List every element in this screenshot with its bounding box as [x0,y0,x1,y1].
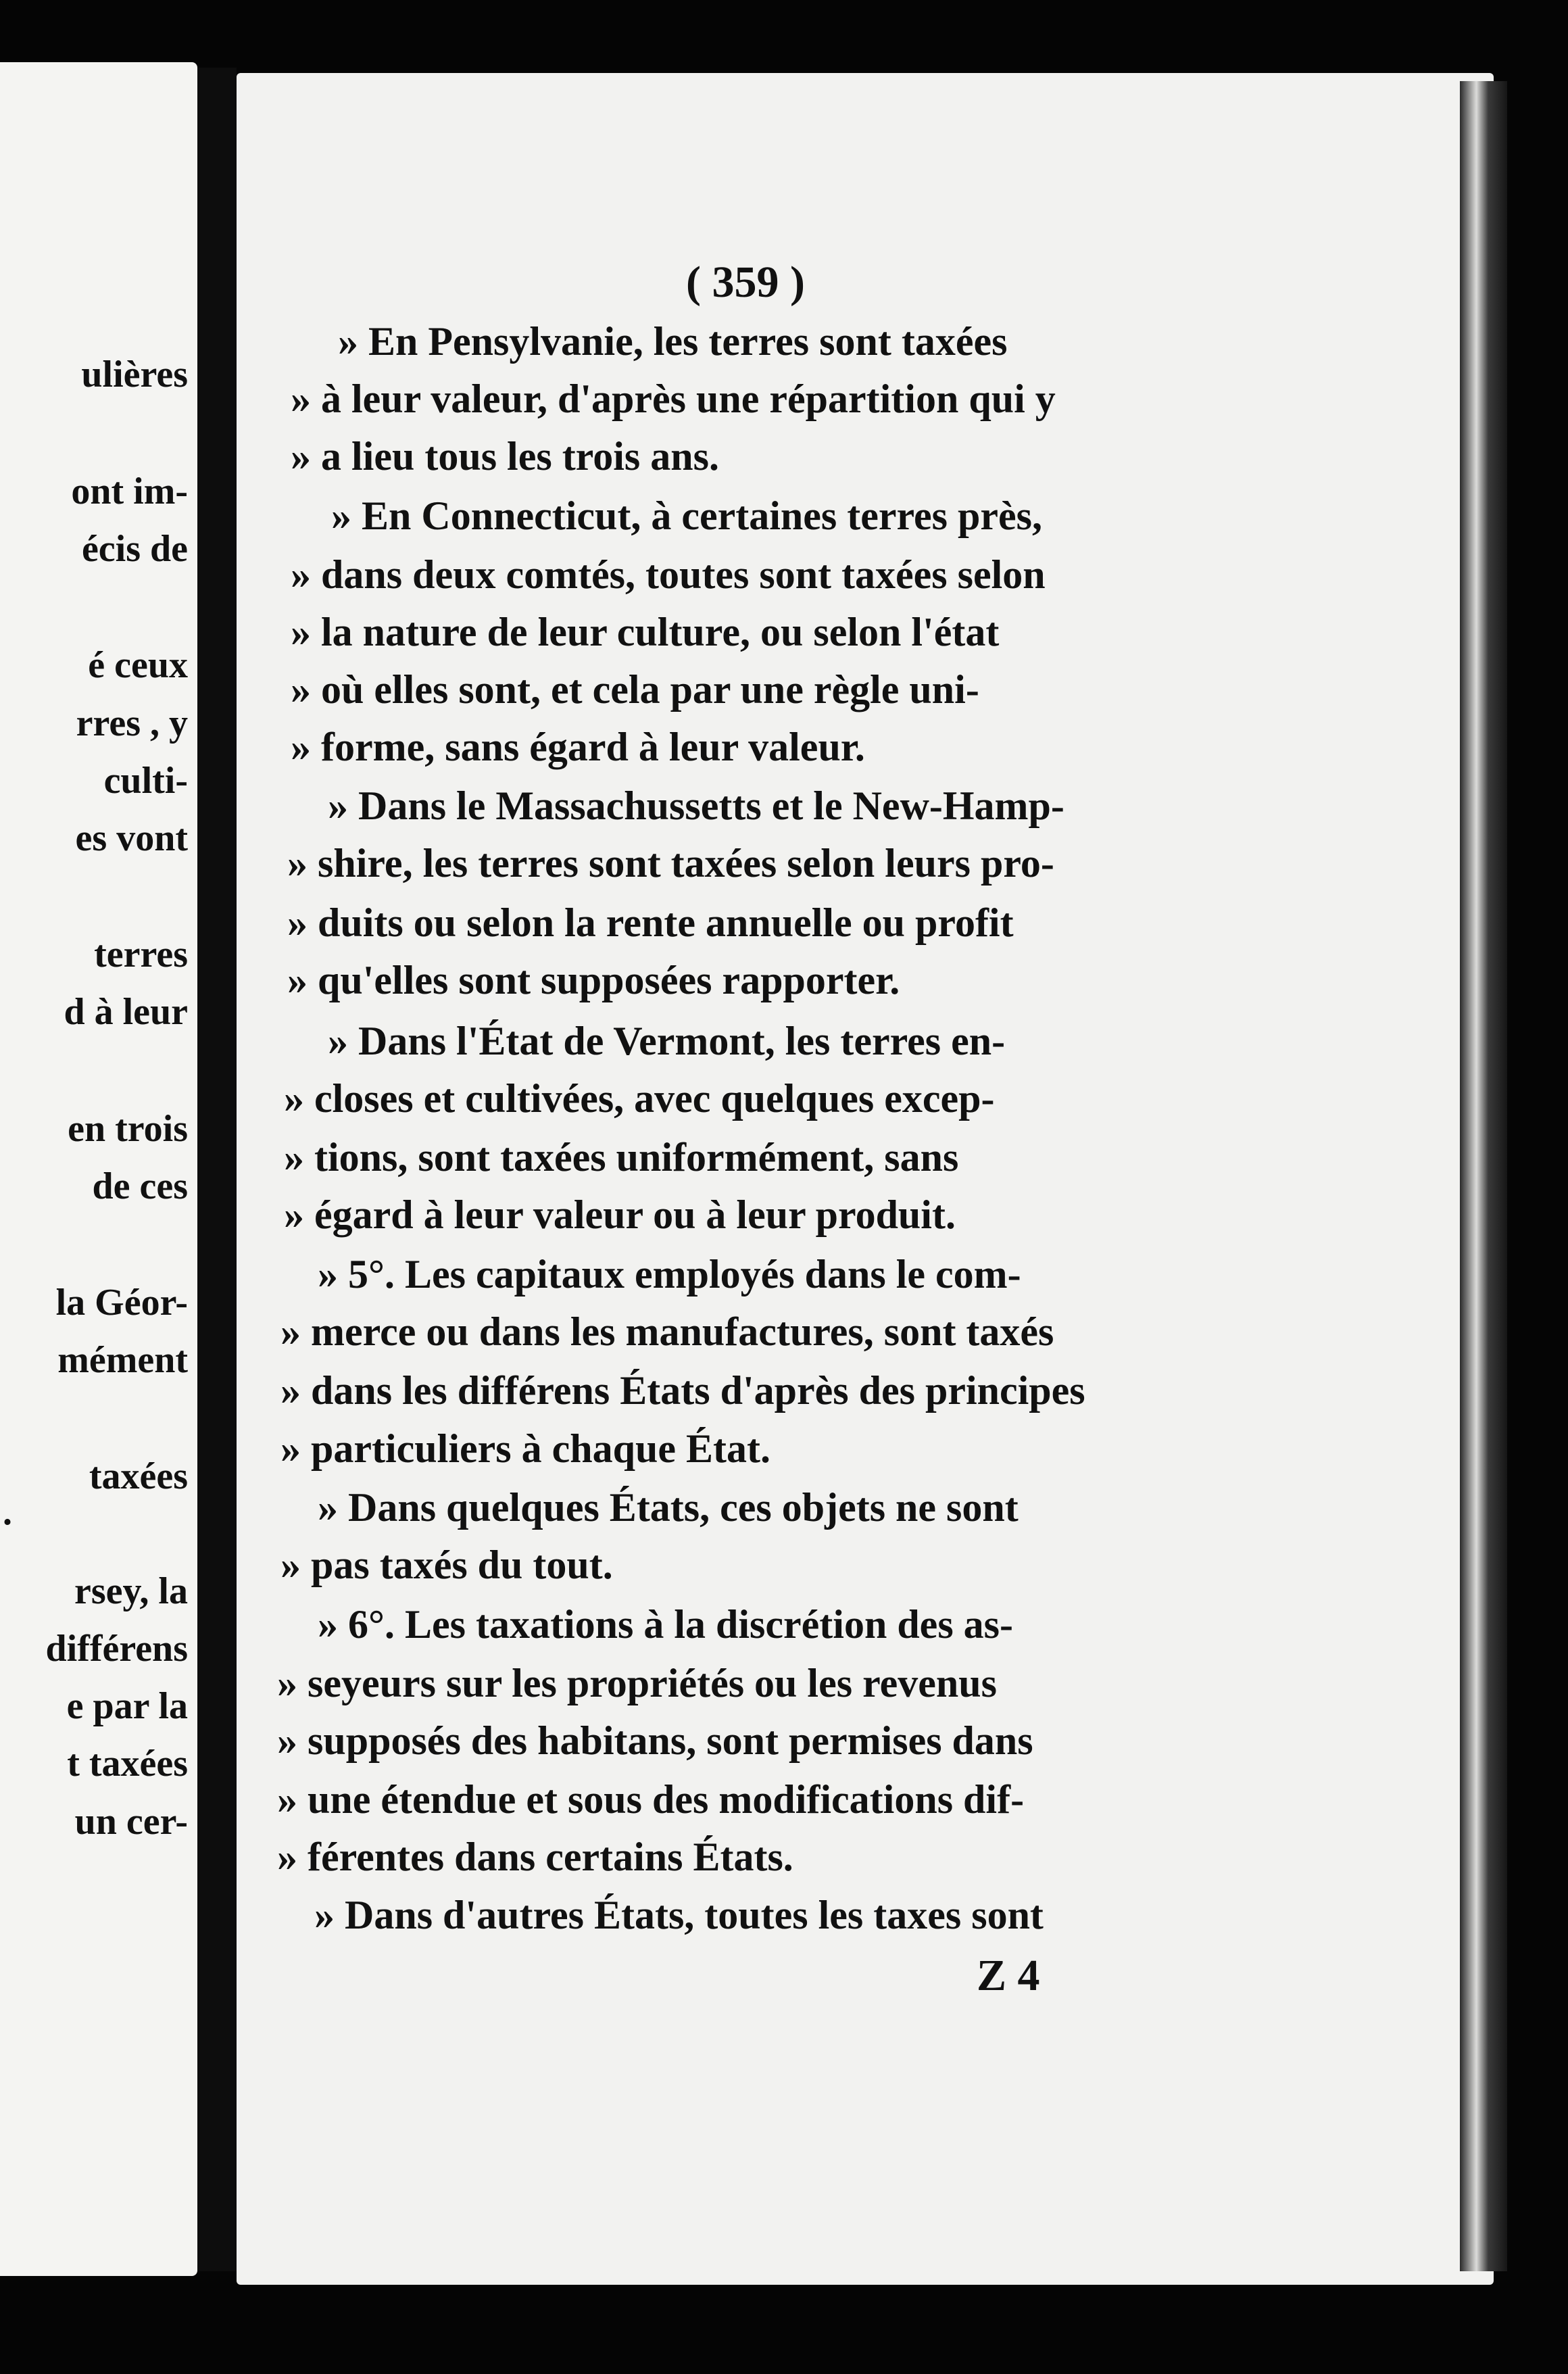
page-number: ( 359 ) [686,258,805,307]
text-line: » forme, sans égard à leur valeur. [291,725,865,769]
text-line: » pas taxés du tout. [280,1543,613,1587]
text-line: » la nature de leur culture, ou selon l'état [291,610,1000,654]
left-page-line: la Géor- [55,1282,188,1324]
text-line: » une étendue et sous des modifications dif- [277,1777,1025,1822]
text-line: » à leur valeur, d'après une répartition qui y [291,377,1056,421]
left-page-line: taxées [89,1455,188,1497]
text-line: » 6°. Les taxations à la discrétion des as- [318,1602,1013,1647]
text-line: » férentes dans certains États. [277,1835,793,1879]
text-line: » seyeurs sur les propriétés ou les revenus [277,1661,997,1705]
left-page-line: es vont [75,817,188,859]
left-page-line: t taxées [67,1743,188,1785]
left-page-line: e par la [66,1685,188,1727]
text-line: » dans les différens États d'après des principes [280,1368,1085,1413]
text-line: » merce ou dans les manufactures, sont taxés [280,1309,1054,1354]
text-line: » shire, les terres sont taxées selon leurs pro- [287,841,1054,886]
text-line: » duits ou selon la rente annuelle ou profit [287,900,1014,945]
text-line: » 5°. Les capitaux employés dans le com- [318,1252,1021,1297]
left-page-line: d à leur [64,991,188,1033]
text-line: » tions, sont taxées uniformément, sans [284,1135,959,1180]
left-page-line: écis de [81,528,188,570]
left-page-line: en trois [68,1108,188,1150]
left-page-line: rsey, la [74,1570,188,1612]
page-edge [1460,81,1507,2271]
left-page-line: rres , y [76,702,188,744]
left-page-line: mément [57,1339,188,1381]
left-page-line: terres [94,934,188,975]
left-page [0,62,197,2276]
text-line: » qu'elles sont supposées rapporter. [287,958,900,1002]
text-line: » Dans quelques États, ces objets ne sont [318,1485,1019,1530]
text-line: » Dans d'autres États, toutes les taxes sont [314,1893,1044,1937]
left-page-line: culti- [103,760,188,802]
signature-mark: Z 4 [977,1951,1040,2000]
text-line: » supposés des habitans, sont permises dans [277,1718,1033,1763]
left-page-line: ont im- [71,470,188,512]
text-line: » égard à leur valeur ou à leur produit. [284,1192,956,1237]
text-line: » a lieu tous les trois ans. [291,434,719,479]
text-line: » closes et cultivées, avec quelques excep- [284,1076,995,1121]
left-page-line: é ceux [88,644,188,686]
left-page-line: différens [45,1628,188,1670]
text-line: » où elles sont, et cela par une règle uni- [291,667,979,712]
text-line: » Dans l'État de Vermont, les terres en- [328,1019,1006,1063]
text-line: » En Connecticut, à certaines terres près, [331,493,1042,538]
text-line: » Dans le Massachussetts et le New-Hamp- [328,783,1064,828]
text-line: » particuliers à chaque État. [280,1426,770,1471]
text-line: » En Pensylvanie, les terres sont taxées [338,319,1008,364]
left-page-line: . [3,1491,12,1533]
book-gutter [197,68,237,2271]
left-page-line: de ces [92,1165,188,1207]
left-page-line: un cer- [74,1801,188,1843]
text-line: » dans deux comtés, toutes sont taxées selon [291,552,1046,597]
left-page-line: ulières [81,354,188,395]
